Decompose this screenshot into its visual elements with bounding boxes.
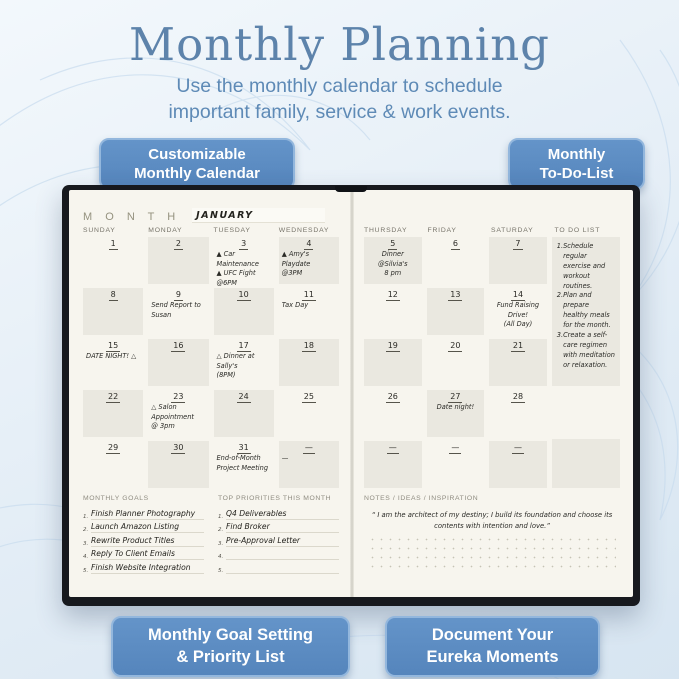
badge-line1: [148, 625, 313, 646]
date-label: 27: [450, 392, 461, 401]
date-label: 21: [512, 341, 524, 350]
cell-note: (All Day): [503, 320, 533, 329]
badge-text-bold: Goal Setting: [215, 626, 313, 645]
calendar-cell: [364, 339, 422, 386]
calendar-cell: [364, 237, 422, 284]
date-wrap: [281, 290, 337, 299]
todo-empty-block: [552, 439, 620, 488]
list-number: 3.: [218, 540, 224, 547]
list-item: [83, 561, 204, 574]
day-header: FRIDAY: [427, 227, 457, 234]
date-label: 24: [238, 392, 249, 401]
list-text: Rewrite Product Titles: [91, 536, 204, 547]
list-text: Reply To Client Emails: [91, 549, 204, 560]
date-label: 14: [512, 290, 524, 299]
calendar-cell: [83, 237, 143, 284]
planner-book: [62, 185, 640, 606]
notes-title: NOTES / IDEAS / INSPIRATION: [364, 495, 479, 502]
planner-pages: [69, 190, 633, 597]
page-subtitle: [0, 74, 679, 125]
calendar-cell: [214, 339, 274, 386]
list-item: [218, 534, 339, 547]
list-number: 2.: [218, 527, 224, 533]
todo-item: [557, 331, 615, 371]
cell-note: Fund Raising: [496, 301, 540, 309]
todo-item: [557, 291, 615, 331]
date-wrap: [85, 443, 141, 452]
date-wrap: [429, 290, 483, 299]
date-wrap: [216, 239, 272, 248]
date-label: 29: [108, 443, 119, 452]
date-label: —: [388, 443, 397, 452]
calendar-cell: [279, 237, 339, 284]
calendar-cell: [148, 441, 208, 488]
todo-number: 2.: [556, 291, 564, 300]
calendar-cell: [279, 441, 339, 488]
date-label: 19: [387, 341, 398, 350]
date-wrap: [491, 392, 545, 401]
cell-note: Date night!: [436, 403, 475, 411]
dot-grid: [368, 535, 616, 573]
list-text: Pre-Approval Letter: [226, 536, 339, 547]
cell-note: DATE NIGHT! △: [86, 352, 137, 360]
date-label: 11: [303, 290, 314, 299]
list-text: [226, 558, 339, 560]
cell-note: Susan: [151, 310, 172, 319]
badge-line2: & Priority List: [176, 647, 285, 666]
date-wrap: [150, 290, 206, 299]
list-item: [83, 548, 204, 561]
list-text: Q4 Deliverables: [226, 509, 339, 520]
calendar-cell: [364, 390, 422, 437]
list-item: [218, 521, 339, 534]
list-number: 4.: [218, 554, 224, 560]
top-priorities-section: [218, 495, 339, 575]
cell-note: Send Report to: [151, 301, 201, 309]
calendar-cell: [214, 390, 274, 437]
date-label: 5: [390, 239, 396, 248]
date-label: 16: [173, 341, 184, 350]
date-wrap: [216, 341, 272, 350]
cell-note: @Silvia's: [378, 259, 408, 268]
monthly-goals-list: [83, 507, 204, 574]
badge-customizable-calendar: [99, 138, 295, 190]
day-header: SUNDAY: [83, 227, 116, 234]
calendar-cell: [489, 441, 547, 488]
date-wrap: [429, 392, 483, 401]
calendar-cell: [148, 237, 208, 284]
date-wrap: [429, 443, 483, 452]
calendar-cell: [364, 288, 422, 335]
month-header: [83, 199, 339, 223]
date-wrap: [281, 392, 337, 401]
date-label: 12: [387, 290, 398, 299]
date-label: —: [304, 443, 313, 452]
date-wrap: [491, 443, 545, 452]
todo-item: [557, 242, 615, 291]
calendar-cell: [148, 288, 208, 335]
date-wrap: [366, 443, 420, 452]
todo-column: [552, 237, 620, 488]
list-item: [218, 561, 339, 574]
day-header: SATURDAY: [491, 227, 534, 234]
date-wrap: [491, 290, 545, 299]
calendar-cell: [279, 339, 339, 386]
date-wrap: [150, 443, 206, 452]
date-label: 1: [110, 239, 116, 248]
date-wrap: [85, 239, 141, 248]
calendar-cell: [489, 288, 547, 335]
date-label: 26: [387, 392, 398, 401]
list-item: [218, 507, 339, 520]
cell-note: @ 3pm: [151, 422, 175, 431]
date-wrap: [85, 290, 141, 299]
cell-note: ▲ UFC Fight @6PM: [216, 269, 256, 287]
list-text: Find Broker: [226, 522, 339, 533]
cell-note: △ Dinner at Sally's: [216, 352, 255, 370]
calendar-cell: [427, 237, 485, 284]
date-wrap: [216, 392, 272, 401]
subtitle-line1: Use the monthly calendar to schedule: [176, 75, 503, 97]
date-wrap: [216, 443, 272, 452]
date-wrap: [366, 290, 420, 299]
cell-note: ▲ Amy's Playdate: [281, 250, 311, 268]
calendar-cell: [489, 237, 547, 284]
cell-note: Dinner: [381, 250, 404, 258]
calendar-cell: [427, 339, 485, 386]
badge-line2: Monthly Calendar: [134, 165, 260, 182]
cell-note: Tax Day: [281, 301, 309, 309]
badge-line2: Eureka Moments: [426, 647, 559, 666]
notes-quote: “ I am the architect of my destiny; I build its foundation and choose its contents with intention and love.”: [371, 511, 613, 530]
top-priorities-list: [218, 507, 339, 574]
date-label: 25: [303, 392, 314, 401]
date-wrap: [216, 290, 272, 299]
calendar-cell: [214, 237, 274, 287]
badge-line2: To-Do-List: [539, 165, 614, 182]
list-item: [218, 548, 339, 561]
date-wrap: [366, 392, 420, 401]
date-label: 31: [238, 443, 249, 452]
todo-list-block: [552, 237, 620, 386]
todo-text: Create a self-care regimen with meditation or relaxation.: [563, 331, 615, 369]
date-wrap: [281, 341, 337, 350]
date-wrap: [150, 392, 206, 401]
badge-line1: Document Your: [431, 626, 554, 645]
date-wrap: [491, 239, 545, 248]
right-day-headers: [364, 227, 620, 234]
calendar-cell: [427, 441, 485, 488]
left-calendar-grid: [83, 237, 339, 488]
month-value: JANUARY: [192, 208, 325, 223]
list-text: Finish Website Integration: [91, 563, 204, 574]
date-wrap: [429, 341, 483, 350]
badge-line1: Monthly: [547, 145, 606, 163]
calendar-cell: [214, 288, 274, 335]
cell-note: 8 pm: [384, 269, 402, 278]
list-number: 4.: [83, 554, 89, 560]
day-header: THURSDAY: [364, 227, 408, 234]
date-wrap: [85, 341, 141, 350]
date-label: 23: [173, 392, 184, 401]
top-priorities-title: TOP PRIORITIES THIS MONTH: [218, 495, 332, 502]
todo-number: 3.: [556, 331, 564, 340]
day-header: MONDAY: [148, 227, 183, 234]
date-wrap: [281, 443, 337, 452]
calendar-cell: [279, 288, 339, 335]
list-number: 1.: [83, 513, 89, 520]
list-text: [226, 572, 339, 574]
list-text: Launch Amazon Listing: [91, 522, 204, 533]
date-label: 2: [175, 239, 181, 248]
badge-text-regular: Monthly: [148, 626, 216, 645]
date-wrap: [366, 239, 420, 248]
todo-text: Schedule regular exercise and workout routines.: [563, 242, 606, 290]
badge-goal-setting: [111, 616, 350, 677]
left-day-headers: [83, 227, 339, 234]
date-label: 18: [303, 341, 314, 350]
cell-note: @3PM: [281, 269, 303, 278]
calendar-cell: [279, 390, 339, 437]
calendar-cell: [83, 339, 143, 386]
calendar-cell: [83, 390, 143, 437]
todo-gap: [552, 390, 620, 435]
date-label: 30: [173, 443, 184, 452]
list-item: [83, 521, 204, 534]
date-label: 22: [108, 392, 119, 401]
cell-note: Project Meeting: [216, 463, 269, 472]
date-label: 3: [241, 239, 247, 248]
planner-right-page: [354, 190, 633, 597]
calendar-cell: [148, 390, 208, 437]
cell-note: ▲ Car Maintenance: [216, 250, 259, 268]
date-wrap: [150, 341, 206, 350]
list-item: [83, 507, 204, 520]
calendar-cell: [427, 390, 485, 437]
date-wrap: [85, 392, 141, 401]
list-number: 3.: [83, 540, 89, 547]
date-wrap: [366, 341, 420, 350]
day-header: WEDNESDAY: [278, 227, 330, 234]
planner-left-page: [69, 190, 350, 597]
date-wrap: [281, 239, 337, 248]
monthly-goals-title: MONTHLY GOALS: [83, 495, 149, 502]
list-number: 5.: [83, 567, 89, 574]
left-bottom-lists: [83, 495, 339, 575]
cell-note: —: [281, 454, 289, 462]
subtitle-line2: important family, service & work events.: [168, 100, 511, 123]
badge-line1: Customizable: [148, 145, 246, 163]
cell-note: △ Salon Appointment: [151, 403, 195, 421]
date-wrap: [429, 239, 483, 248]
date-label: 6: [452, 239, 458, 248]
calendar-cell: [83, 441, 143, 488]
cell-note: (8PM): [216, 371, 236, 380]
date-label: 13: [450, 290, 461, 299]
todo-text: Plan and prepare healthy meals for the month.: [563, 291, 611, 330]
right-calendar-grid: [364, 237, 547, 488]
day-header: TUESDAY: [213, 227, 251, 234]
calendar-cell: [214, 441, 274, 488]
date-wrap: [491, 341, 545, 350]
date-label: 4: [306, 239, 312, 248]
list-number: 5.: [218, 567, 224, 574]
list-number: 2.: [83, 527, 89, 533]
todo-list-title: TO DO LIST: [554, 227, 601, 234]
todo-number: 1.: [556, 242, 564, 250]
list-number: 1.: [218, 513, 224, 520]
date-wrap: [150, 239, 206, 248]
date-label: 17: [238, 341, 249, 350]
date-label: 28: [512, 392, 524, 401]
cell-note: End-of-Month: [216, 454, 261, 462]
date-label: 10: [238, 290, 249, 299]
date-label: —: [451, 443, 460, 452]
list-item: [83, 534, 204, 547]
calendar-cell: [148, 339, 208, 386]
month-label: M O N T H: [83, 211, 181, 223]
date-label: —: [513, 443, 522, 452]
monthly-goals-section: [83, 495, 204, 575]
badge-monthly-todo-list: [508, 138, 645, 190]
right-calendar-body: [364, 237, 620, 488]
cell-note: Drive!: [507, 310, 529, 319]
badge-eureka-moments: [385, 616, 600, 677]
notes-section: [364, 495, 620, 573]
calendar-cell: [427, 288, 485, 335]
date-label: 20: [450, 341, 461, 350]
page-title: Monthly Planning: [129, 18, 550, 71]
calendar-cell: [489, 339, 547, 386]
date-label: 15: [108, 341, 119, 350]
calendar-cell: [364, 441, 422, 488]
date-label: 8: [110, 290, 116, 299]
calendar-cell: [489, 390, 547, 437]
date-label: 9: [175, 290, 181, 299]
calendar-cell: [83, 288, 143, 335]
list-text: Finish Planner Photography: [91, 509, 204, 520]
date-label: 7: [515, 239, 521, 248]
